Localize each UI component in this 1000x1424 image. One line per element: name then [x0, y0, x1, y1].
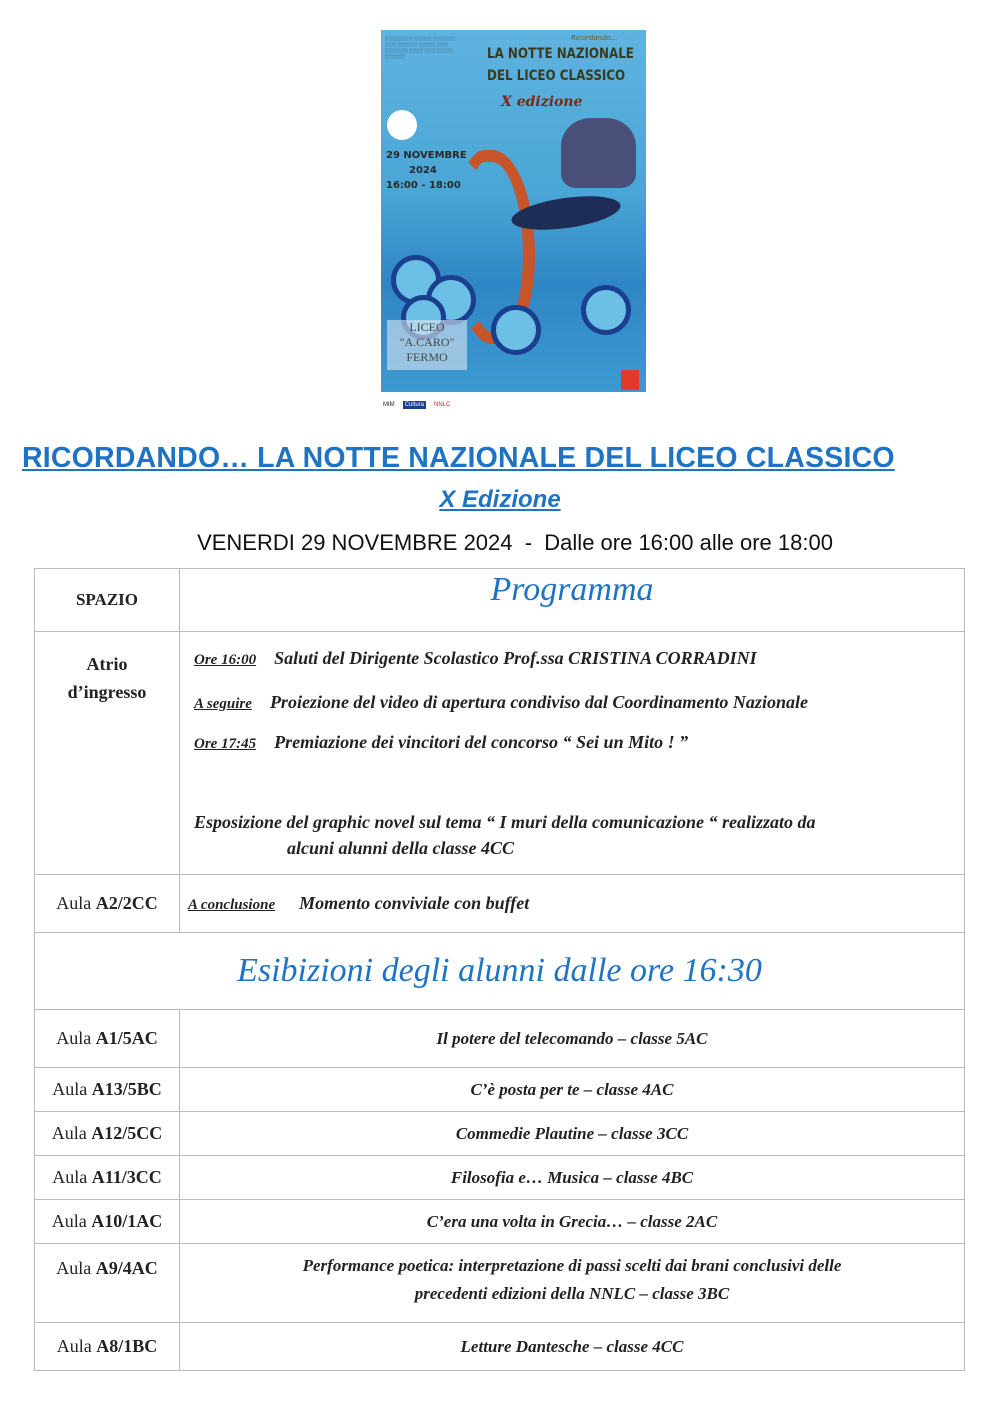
buffet-program — [180, 875, 965, 933]
exhibition-title: C’è posta per te – classe 4AC — [470, 1079, 674, 1099]
poster-school-1: LICEO — [409, 320, 445, 334]
poster-year: 2024 — [409, 165, 437, 176]
exhibition-title: Filosofia e… Musica – classe 4BC — [450, 1167, 694, 1187]
item-text: Momento conviviale con buffet — [299, 893, 530, 913]
room-code: A9/4AC — [95, 1258, 158, 1278]
table-header-row — [35, 569, 965, 632]
program-item — [194, 648, 964, 692]
exhibition-cell — [180, 1323, 965, 1371]
program-table — [34, 568, 965, 1371]
poster-title-1: LA NOTTE NAZIONALE — [487, 46, 634, 62]
poster-small-text: ░░░░░░░░░░ ░░░░░░ ░░░░░░░░ ░░░░ ░░░░░░░ ░░░░░░ ░░░░ ░░░░░░░░ ░░░░░ ░░░░ ░░░░░░ ░░░░░░░ — [385, 36, 456, 59]
exhibit-text-2: alcuni alunni della classe 4CC — [287, 838, 515, 858]
exhibition-cell — [180, 1112, 965, 1156]
aula-prefix: Aula — [51, 1211, 92, 1231]
room-code: A1/5AC — [95, 1028, 158, 1048]
table-row — [35, 1323, 965, 1371]
aula-prefix: Aula — [56, 1028, 96, 1048]
exhibition-title: C’era una volta in Grecia… – classe 2AC — [426, 1211, 718, 1231]
poster-school-2: "A.CARO" — [399, 335, 455, 349]
room-code: A10/1AC — [91, 1211, 163, 1231]
room-cell — [35, 1068, 180, 1112]
program-heading: Programma — [490, 571, 654, 608]
aula-prefix: Aula — [56, 1336, 97, 1356]
poster-school-3: FERMO — [406, 350, 448, 364]
item-time: A seguire — [194, 696, 252, 712]
room-code: A11/3CC — [91, 1167, 162, 1187]
poster-title-2: DEL LICEO CLASSICO — [487, 68, 626, 84]
poster-kicker: Ricordando... — [571, 34, 618, 42]
logo-nnlc: NNLC — [434, 402, 451, 408]
col-program-header — [180, 569, 965, 632]
exhibition-title: Letture Dantesche – classe 4CC — [460, 1336, 684, 1356]
program-item — [194, 732, 964, 812]
table-row-atrio — [35, 632, 965, 875]
event-poster — [381, 30, 646, 392]
room-atrio — [35, 632, 180, 875]
room-atrio-1: Atrio — [86, 654, 128, 674]
aula-prefix: Aula — [52, 1079, 92, 1099]
room-buffet — [35, 875, 180, 933]
table-row — [35, 1156, 965, 1200]
aula-prefix: Aula — [56, 1258, 96, 1278]
room-code: A13/5BC — [91, 1079, 162, 1099]
table-row-buffet — [35, 875, 965, 933]
table-row — [35, 1068, 965, 1112]
exhibition-title: Commedie Plautine – classe 3CC — [455, 1123, 689, 1143]
room-cell — [35, 1323, 180, 1371]
item-time: Ore 17:45 — [194, 736, 257, 752]
table-row — [35, 1112, 965, 1156]
exhibition-title: Il potere del telecomando – classe 5AC — [436, 1028, 708, 1048]
poster-logos — [381, 398, 501, 412]
room-code: A2/2CC — [95, 893, 158, 913]
exhibition-cell — [180, 1068, 965, 1112]
logo-cultura: Cultura — [404, 402, 425, 408]
poster-school — [387, 320, 467, 370]
aula-prefix: Aula — [51, 1123, 92, 1143]
table-row — [35, 1010, 965, 1068]
table-row — [35, 1244, 965, 1323]
item-time: Ore 16:00 — [194, 652, 257, 668]
poster-red-logo — [621, 370, 639, 390]
room-atrio-2: d’ingresso — [67, 682, 147, 702]
exhibitions-heading-cell — [35, 933, 965, 1010]
exhibition-cell — [180, 1200, 965, 1244]
poster-cathedral — [561, 118, 636, 188]
item-text: Proiezione del video di apertura condiviso dal Coordinamento Nazionale — [269, 692, 808, 712]
poster-date: 29 NOVEMBRE — [386, 150, 467, 161]
edition-subtitle: X Edizione — [439, 486, 561, 513]
poster-time: 16:00 - 18:00 — [386, 180, 461, 191]
poster-logo-circle — [387, 110, 417, 140]
page-title: RICORDANDO… LA NOTTE NAZIONALE DEL LICEO CLASSICO — [22, 442, 895, 474]
room-cell — [35, 1200, 180, 1244]
poster-edition: X edizione — [501, 94, 583, 110]
room-cell — [35, 1156, 180, 1200]
room-cell — [35, 1010, 180, 1068]
exhibit-text-1: Esposizione del graphic novel sul tema “ I muri della comunicazione “ realizzato da — [194, 812, 816, 832]
col-space-header: SPAZIO — [35, 569, 180, 632]
exhibitions-heading-row — [35, 933, 965, 1010]
exhibition-cell — [180, 1244, 965, 1323]
exhibition-cell — [180, 1010, 965, 1068]
exhibition-title-2: precedenti edizioni della NNLC – classe 3BC — [414, 1284, 730, 1303]
logo-mim: MIM — [383, 402, 395, 408]
atrio-program — [180, 632, 965, 875]
aula-prefix: Aula — [56, 893, 96, 913]
table-row — [35, 1200, 965, 1244]
room-code: A8/1BC — [96, 1336, 158, 1356]
exhibition-title: Performance poetica: interpretazione di passi scelti dai brani conclusivi delle — [302, 1256, 842, 1275]
item-text: Saluti del Dirigente Scolastico Prof.ssa CRISTINA CORRADINI — [274, 648, 757, 668]
event-date: VENERDI 29 NOVEMBRE 2024 - Dalle ore 16:00 alle ore 18:00 — [197, 530, 833, 555]
item-text: Premiazione dei vincitori del concorso “ Sei un Mito ! ” — [274, 732, 689, 752]
room-cell — [35, 1244, 180, 1323]
item-time: A conclusione — [188, 897, 276, 913]
room-cell — [35, 1112, 180, 1156]
program-item — [194, 692, 964, 732]
aula-prefix: Aula — [52, 1167, 92, 1187]
room-code: A12/5CC — [91, 1123, 163, 1143]
exhibitions-heading: Esibizioni degli alunni dalle ore 16:30 — [237, 952, 762, 989]
exhibition-cell — [180, 1156, 965, 1200]
